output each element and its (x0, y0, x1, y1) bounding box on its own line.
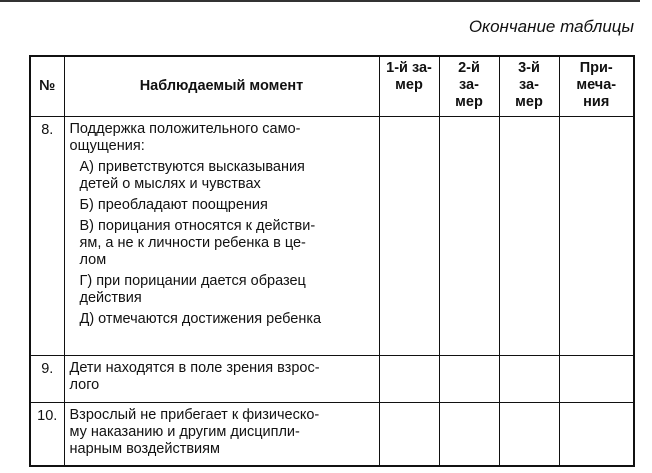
notes-cell[interactable] (559, 403, 634, 466)
row-text (64, 116, 379, 355)
row-number: 8. (30, 116, 64, 355)
notes-cell[interactable] (559, 116, 634, 355)
row-text: Дети находятся в поле зрения взрос- лого (64, 355, 379, 402)
table-caption: Окончание таблицы (468, 17, 634, 36)
row-title: Поддержка положительного само- ощущения: (69, 120, 301, 154)
table-row (30, 355, 634, 402)
row-number: 9. (30, 355, 64, 402)
measure-2-cell[interactable] (439, 355, 499, 402)
top-rule (0, 0, 640, 2)
table-row (30, 116, 634, 355)
header-moment: Наблюдаемый момент (64, 56, 379, 116)
header-notes: При- меча- ния (559, 56, 634, 116)
header-measure-3: 3-й за- мер (499, 56, 559, 116)
measure-2-cell[interactable] (439, 403, 499, 466)
row-number: 10. (30, 403, 64, 466)
header-measure-2: 2-й за- мер (439, 56, 499, 116)
table-row (30, 403, 634, 466)
header-measure-1: 1-й за- мер (379, 56, 439, 116)
list-item: А) приветствуются высказывания детей о мыслях и чувствах (79, 158, 305, 192)
list-item: Г) при порицании дается образец действия (79, 272, 306, 306)
measure-1-cell[interactable] (379, 116, 439, 355)
measure-3-cell[interactable] (499, 403, 559, 466)
measure-2-cell[interactable] (439, 116, 499, 355)
header-num: № (30, 56, 64, 116)
measure-3-cell[interactable] (499, 355, 559, 402)
notes-cell[interactable] (559, 355, 634, 402)
list-item: Б) преобладают поощрения (79, 196, 268, 213)
list-item: В) порицания относятся к действи- ям, а не к личности ребенка в це- лом (79, 217, 316, 268)
measure-3-cell[interactable] (499, 116, 559, 355)
row-text: Взрослый не прибегает к физическо- му наказанию и другим дисципли- нарным воздействиям (64, 403, 379, 466)
list-item: Д) отмечаются достижения ребенка (79, 310, 322, 327)
measure-1-cell[interactable] (379, 355, 439, 402)
measure-1-cell[interactable] (379, 403, 439, 466)
header-row (30, 56, 634, 116)
observation-table (29, 55, 635, 467)
